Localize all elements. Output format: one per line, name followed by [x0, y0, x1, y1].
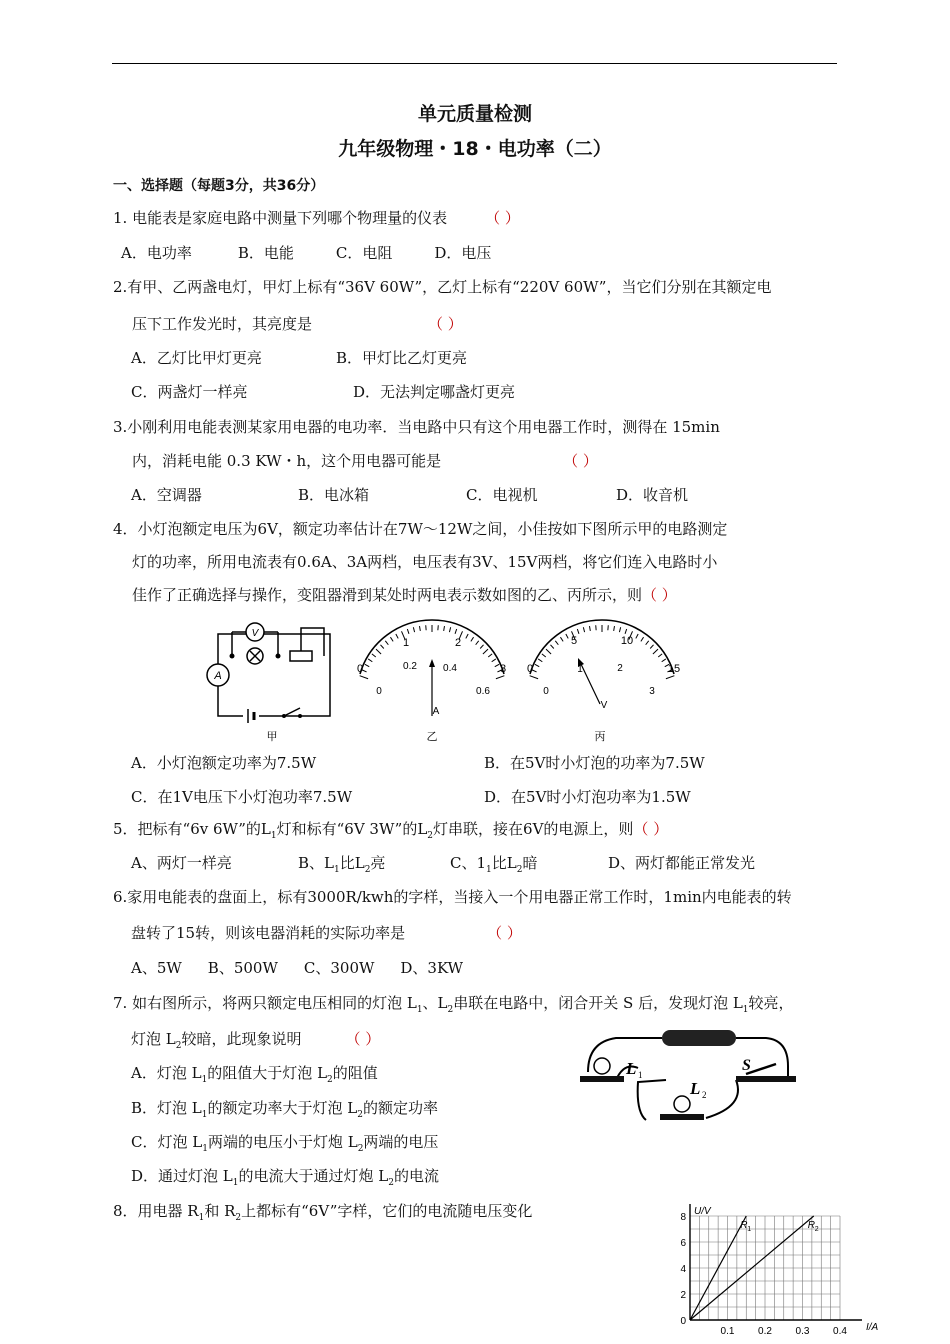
q7-circuit-figure	[576, 1022, 808, 1134]
q1-option-a: A．电功率	[121, 244, 192, 262]
dial-tick-mark	[368, 659, 372, 662]
bulb-l2-icon	[674, 1096, 690, 1112]
dial-tick-mark	[480, 645, 483, 649]
answer-bracket: （ ）	[345, 1030, 381, 1048]
dial-tick-mark	[407, 629, 409, 634]
q2-option-d: D．无法判定哪盏灯更亮	[353, 383, 516, 401]
q5-option-b	[298, 852, 385, 875]
voltmeter-tick: 5	[570, 635, 578, 647]
q7-option-b	[131, 1097, 438, 1120]
q4-stem-line1: 4．小灯泡额定电压为6V，额定功率估计在7W～12W之间，小佳按如下图所示甲的电路测定	[113, 520, 728, 538]
circuit-diagram	[207, 623, 330, 722]
q7-c-text: 两端的电压小于灯炮 L	[207, 1133, 358, 1151]
x-axis-label: I/A	[866, 1322, 879, 1333]
bulb-l1-icon	[594, 1058, 610, 1074]
q7-text: 7. 如右图所示，将两只额定电压相同的灯泡 L	[113, 994, 417, 1012]
voltmeter-tick: 0	[543, 686, 549, 697]
q8-text: 和 R	[204, 1202, 236, 1220]
y-tick-label: 6	[680, 1238, 686, 1249]
q7-text: 串联在电路中，闭合开关 S 后，发现灯泡 L	[453, 994, 743, 1012]
q5-c-text: C、1	[450, 854, 487, 872]
dial-tick-mark	[650, 645, 653, 649]
dial-tick-mark	[646, 641, 649, 645]
dial-tick-mark	[566, 634, 568, 638]
lamp-l2-base	[660, 1114, 704, 1120]
dial-tick-mark	[360, 676, 368, 679]
q5-b-text: B、L	[298, 854, 334, 872]
q5-sub: 1	[486, 865, 492, 875]
ammeter-tick: 0	[376, 686, 382, 697]
dial-tick-mark	[455, 629, 457, 634]
ammeter-tick: 1	[402, 637, 410, 649]
answer-bracket: （ ）	[563, 452, 598, 470]
q5-sub: 2	[516, 865, 523, 875]
y-axis-label: U/V	[694, 1206, 711, 1217]
q4-text: 佳作了正确选择与操作，变阻器滑到某处时两电表示数如图的乙、丙所示，则	[132, 586, 643, 604]
q4-stem-line3	[132, 584, 677, 605]
q5-text: 灯和标有“6V 3W”的L	[276, 820, 428, 838]
q7-sub: 2	[357, 1144, 364, 1154]
q3-option-b: B．电冰箱	[298, 486, 370, 504]
x-tick-label: 0.3	[795, 1326, 810, 1337]
q6-option-b: B、500W	[207, 959, 278, 977]
q7-sub: 2	[327, 1075, 333, 1085]
q5-sub: 2	[427, 831, 434, 841]
q8-sub: 1	[198, 1213, 205, 1223]
q6-option-c: C、300W	[303, 959, 375, 977]
q2-stem-line2	[132, 313, 463, 334]
q6-option-a: A、5W	[131, 959, 182, 977]
dial-tick-mark	[476, 641, 479, 645]
q3-stem-line2	[132, 450, 598, 471]
q4-option-c: C．在1V电压下小灯泡功率7.5W	[131, 788, 353, 806]
doc-title: 单元质量检测	[417, 103, 532, 125]
dial-tick-mark	[413, 627, 414, 632]
q2-option-a: A．乙灯比甲灯更亮	[131, 349, 262, 367]
q7-sub: 1	[202, 1144, 208, 1154]
q5-option-d: D、两灯都能正常发光	[608, 854, 756, 872]
q6-option-d: D、3KW	[400, 959, 464, 977]
q7-c-text: C．灯泡 L	[131, 1133, 203, 1151]
ammeter-dial	[357, 620, 506, 743]
dial-tick-mark	[653, 649, 658, 654]
answer-bracket: （ ）	[633, 820, 669, 838]
voltmeter-tick: 15	[667, 663, 681, 675]
q5-sub: 1	[333, 865, 340, 875]
q7-sub: 2	[175, 1041, 182, 1051]
dial-tick-mark	[385, 641, 388, 645]
series-label-sub-R1: 1	[747, 1226, 752, 1233]
dial-tick-mark	[546, 649, 551, 654]
q1-stem	[113, 207, 520, 228]
label-l2-sub: 2	[702, 1090, 707, 1100]
label-yi: 乙	[426, 731, 438, 743]
dial-tick-mark	[555, 641, 558, 645]
q8-sub: 2	[235, 1213, 242, 1223]
dial-tick-mark	[530, 676, 538, 679]
series-label-R2: R	[807, 1220, 815, 1231]
q2-option-b: B．甲灯比乙灯更亮	[336, 349, 468, 367]
q2-stem-line1: 2.有甲、乙两盏电灯，甲灯上标有“36V 60W”，乙灯上标有“220V 60W”，当它们分别在其额定电	[113, 278, 772, 296]
rheostat-icon	[290, 651, 312, 661]
series-label-R1: R	[740, 1220, 748, 1231]
dial-tick-mark	[538, 659, 542, 662]
y-tick-label: 0	[680, 1316, 686, 1327]
q7-text: 灯泡 L	[131, 1030, 176, 1048]
q7-b-text: 的额定功率	[362, 1099, 438, 1117]
label-l1-sub: 1	[638, 1070, 643, 1080]
answer-bracket: （ ）	[487, 924, 522, 942]
q7-text: 较暗，此现象说明	[181, 1030, 302, 1048]
q1-text: 1. 电能表是家庭电路中测量下列哪个物理量的仪表	[113, 209, 448, 227]
q5-sub: 2	[364, 865, 371, 875]
ammeter-tick: 0.4	[443, 663, 457, 674]
q8-ui-graph	[672, 1198, 882, 1340]
dial-tick-mark	[449, 627, 450, 632]
q7-text: 较亮，	[748, 994, 794, 1012]
q7-a-text: 的阻值大于灯泡 L	[207, 1064, 328, 1082]
y-tick-label: 8	[680, 1212, 686, 1223]
q7-sub: 1	[232, 1178, 239, 1188]
q3-text: 内，消耗电能 0.3 KW・h，这个用电器可能是	[132, 452, 442, 470]
dial-tick-mark	[614, 626, 615, 631]
dial-tick-mark	[535, 664, 539, 666]
ammeter-tick: 2	[454, 637, 462, 649]
q4-option-b: B．在5V时小灯泡的功率为7.5W	[484, 754, 705, 772]
dial-tick-mark	[420, 626, 421, 631]
dial-tick-mark	[365, 664, 369, 666]
dial-tick-mark	[471, 637, 474, 641]
q7-sub: 2	[388, 1178, 394, 1188]
dial-tick-mark	[492, 659, 496, 662]
q5-text: 灯串联，接在6V的电源上，则	[433, 820, 634, 838]
y-tick-label: 2	[680, 1290, 686, 1301]
dial-tick-mark	[666, 676, 674, 679]
q7-sub: 1	[742, 1005, 749, 1015]
q4-option-d: D．在5V时小灯泡功率为1.5W	[484, 788, 691, 806]
dial-tick-mark	[550, 645, 553, 649]
label-l1: L	[626, 1059, 637, 1078]
dial-tick-mark	[662, 659, 666, 662]
voltmeter-tick: 10	[620, 635, 634, 647]
label-s: S	[742, 1057, 751, 1074]
battery-icon	[662, 1030, 736, 1046]
q7-option-a	[131, 1062, 378, 1085]
q8-text: 8．用电器 R	[113, 1202, 199, 1220]
q7-a-text: 的阻值	[332, 1064, 378, 1082]
q7-sub: 1	[201, 1110, 208, 1120]
dial-tick-mark	[483, 649, 488, 654]
ammeter-unit: A	[432, 706, 440, 717]
q6-text: 盘转了15转，则该电器消耗的实际功率是	[131, 924, 406, 942]
q6-stem-line2	[131, 922, 522, 943]
ammeter-tick: 0	[356, 663, 364, 675]
ammeter-tick: 3	[499, 663, 507, 675]
dial-tick-mark	[577, 629, 579, 634]
x-tick-label: 0.4	[833, 1326, 847, 1337]
q5-b-text: 比L	[339, 854, 365, 872]
ammeter-tick: 0.2	[403, 661, 417, 672]
label-jia: 甲	[266, 731, 278, 743]
x-tick-label: 0.2	[758, 1326, 772, 1337]
q4-option-a: A．小灯泡额定功率为7.5W	[131, 754, 317, 772]
q3-option-a: A．空调器	[131, 486, 202, 504]
section-heading: 一、选择题（每题3分，共36分）	[113, 178, 325, 194]
voltmeter-tick: 2	[617, 663, 623, 674]
dial-tick-mark	[372, 654, 376, 657]
dial-tick-mark	[390, 637, 393, 641]
q6-options	[131, 957, 463, 978]
top-rule	[112, 63, 837, 64]
q7-text: 、L	[422, 994, 448, 1012]
dial-tick-mark	[590, 626, 591, 631]
q7-option-c	[131, 1131, 438, 1154]
x-tick-label: 0.1	[720, 1326, 735, 1337]
q7-sub: 2	[447, 1005, 454, 1015]
q4-figure	[200, 614, 690, 744]
q5-b-text: 亮	[370, 854, 386, 872]
voltmeter-dial	[527, 620, 680, 743]
q7-option-d	[131, 1165, 439, 1188]
dial-tick-mark	[619, 627, 620, 632]
answer-bracket: （ ）	[642, 586, 677, 604]
voltmeter-symbol: V	[251, 628, 259, 639]
dial-tick-mark	[444, 626, 445, 631]
ammeter-tick: 0.6	[476, 686, 490, 697]
dial-tick-mark	[466, 634, 468, 638]
q5-option-c	[450, 852, 537, 875]
q7-sub: 1	[201, 1075, 208, 1085]
dial-tick-mark	[658, 654, 662, 657]
voltmeter-tick: 3	[649, 686, 655, 697]
q5-stem	[113, 818, 668, 841]
q7-d-text: 的电流大于通过灯炮 L	[238, 1167, 389, 1185]
q2-option-c: C．两盏灯一样亮	[131, 383, 248, 401]
voltmeter-tick: 0	[526, 663, 534, 675]
q7-b-text: 的额定功率大于灯泡 L	[207, 1099, 358, 1117]
q5-c-text: 暗	[522, 854, 538, 872]
doc-subtitle: 九年级物理・18・电功率（二）	[338, 138, 612, 160]
dial-tick-mark	[560, 637, 563, 641]
dial-tick-mark	[488, 654, 492, 657]
ammeter-symbol: A	[214, 670, 222, 682]
switch-icon	[284, 708, 300, 716]
q5-sub: 1	[270, 831, 277, 841]
q7-stem-line1	[113, 992, 794, 1015]
q5-c-text: 比L	[491, 854, 517, 872]
dial-tick-mark	[542, 654, 546, 657]
dial-tick-mark	[636, 634, 638, 638]
q7-stem-line2	[131, 1028, 380, 1051]
dial-tick-mark	[641, 637, 644, 641]
answer-bracket: （ ）	[485, 209, 520, 227]
q4-stem-line2: 灯的功率，所用电流表有0.6A、3A两档，电压表有3V、15V两档，将它们连入电路时小	[132, 553, 718, 571]
y-tick-label: 4	[680, 1264, 686, 1275]
q7-d-text: 的电流	[393, 1167, 439, 1185]
dial-tick-mark	[376, 649, 381, 654]
q1-option-b: B．电能	[237, 244, 294, 262]
q3-option-d: D．收音机	[616, 486, 689, 504]
q7-sub: 1	[416, 1005, 423, 1015]
label-l2: L	[690, 1079, 701, 1098]
q5-option-a: A、两灯一样亮	[131, 854, 232, 872]
lamp-l1-base	[580, 1076, 624, 1082]
q3-stem-line1: 3.小刚利用电能表测某家用电器的电功率．当电路中只有这个用电器工作时，测得在 15min	[113, 418, 720, 436]
q1-options	[121, 242, 491, 263]
label-bing: 丙	[594, 731, 606, 743]
q7-b-text: B．灯泡 L	[131, 1099, 202, 1117]
voltmeter-needle	[580, 662, 600, 704]
dial-tick-mark	[496, 676, 504, 679]
q7-d-text: D．通过灯泡 L	[131, 1167, 233, 1185]
dial-tick-mark	[396, 634, 398, 638]
dial-tick-mark	[495, 664, 499, 666]
series-label-sub-R2: 2	[814, 1226, 819, 1233]
voltmeter-tick: 1	[577, 664, 583, 675]
q7-sub: 2	[357, 1110, 363, 1120]
answer-bracket: （ ）	[428, 315, 463, 333]
q7-c-text: 两端的电压	[363, 1133, 439, 1151]
q8-text: 上都标有“6V”字样，它们的电流随电压变化	[241, 1202, 533, 1220]
q2-text: 压下工作发光时，其亮度是	[132, 315, 313, 333]
q6-stem-line1: 6.家用电能表的盘面上，标有3000R/kwh的字样，当接入一个用电器正常工作时，1min内电能表的转	[113, 888, 792, 906]
q1-option-c: C．电阻	[335, 244, 393, 262]
dial-tick-mark	[625, 629, 627, 634]
voltmeter-unit: V	[600, 700, 608, 711]
q1-option-d: D．电压	[434, 244, 492, 262]
q5-text: 5．把标有“6v 6W”的L	[113, 820, 271, 838]
switch-base	[736, 1076, 796, 1082]
dial-tick-mark	[380, 645, 383, 649]
dial-tick-mark	[583, 627, 584, 632]
q7-a-text: A．灯泡 L	[131, 1064, 202, 1082]
q8-stem	[113, 1200, 532, 1223]
q3-option-c: C．电视机	[466, 486, 538, 504]
